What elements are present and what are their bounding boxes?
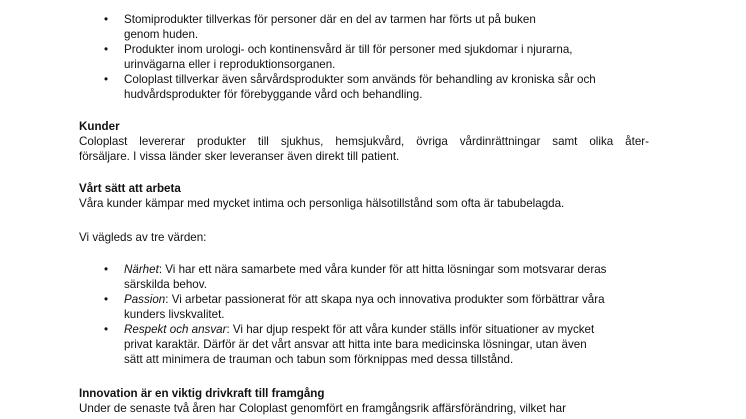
list-item-line: privat karaktär. Därför är det vårt ansvar att hitta inte bara medicinska lösningar, utan även <box>124 338 587 351</box>
value-term: Passion <box>124 293 166 306</box>
list-item-line: särskilda behov. <box>124 278 207 291</box>
values-list <box>101 262 661 367</box>
kunder-paragraph-line-1: Coloplast levererar produkter till sjukhus, hemsjukvård, övriga vårdinrättningar samt olika åter- <box>79 135 649 148</box>
bullet-icon: • <box>103 323 109 336</box>
list-item-line: Produkter inom urologi- och kontinensvård är till för personer med sjukdomar i njurarna, <box>124 43 573 56</box>
satt-heading: Vårt sätt att arbeta <box>79 182 181 195</box>
list-item-line: hudvårdsprodukter för förebyggande vård och behandling. <box>124 88 423 101</box>
list-item <box>101 72 661 102</box>
value-description: : Vi har djup respekt för att våra kunder ställs inför situationer av mycket <box>226 323 595 336</box>
list-item-line: Coloplast tillverkar även sårvårdsprodukter som används för behandling av kroniska sår och <box>124 73 596 86</box>
list-item-line: sätt att minimera de trauman och tabun som förknippas med dessa tillstånd. <box>124 353 514 366</box>
list-item <box>101 262 661 292</box>
list-item-line <box>124 322 661 337</box>
bullet-icon: • <box>103 293 109 306</box>
list-item-line: genom huden. <box>124 28 199 41</box>
list-item <box>101 322 661 367</box>
list-item-line: kunders livskvalitet. <box>124 308 225 321</box>
bullet-icon: • <box>103 263 109 276</box>
list-item <box>101 292 661 322</box>
innovation-paragraph: Under de senaste två åren har Coloplast genomfört en framgångsrik affärsförändring, vilket har <box>79 402 566 415</box>
value-term: Närhet <box>124 263 159 276</box>
list-item <box>101 42 661 72</box>
list-item-line <box>124 292 661 307</box>
kunder-heading: Kunder <box>79 120 120 133</box>
list-item-line <box>124 262 661 277</box>
value-term: Respekt och ansvar <box>124 323 227 336</box>
value-description: : Vi arbetar passionerat för att skapa nya och innovativa produkter som förbättrar våra <box>165 293 605 306</box>
kunder-paragraph-line-2: försäljare. I vissa länder sker leveranser även direkt till patient. <box>79 150 400 163</box>
list-item-line: urinvägarna eller i reproduktionsorganen. <box>124 58 336 71</box>
value-description: : Vi har ett nära samarbete med våra kunder för att hitta lösningar som motsvarar deras <box>158 263 607 276</box>
values-intro: Vi vägleds av tre värden: <box>79 231 207 244</box>
innovation-heading: Innovation är en viktig drivkraft till framgång <box>79 387 325 400</box>
satt-paragraph: Våra kunder kämpar med mycket intima och personliga hälsotillstånd som ofta är tabubelagda. <box>79 197 565 210</box>
list-item-line: Stomiprodukter tillverkas för personer där en del av tarmen har förts ut på buken <box>124 13 536 26</box>
bullet-icon: • <box>103 43 109 56</box>
product-areas-list <box>101 12 661 102</box>
bullet-icon: • <box>103 73 109 86</box>
bullet-icon: • <box>103 13 109 26</box>
list-item <box>101 12 661 42</box>
